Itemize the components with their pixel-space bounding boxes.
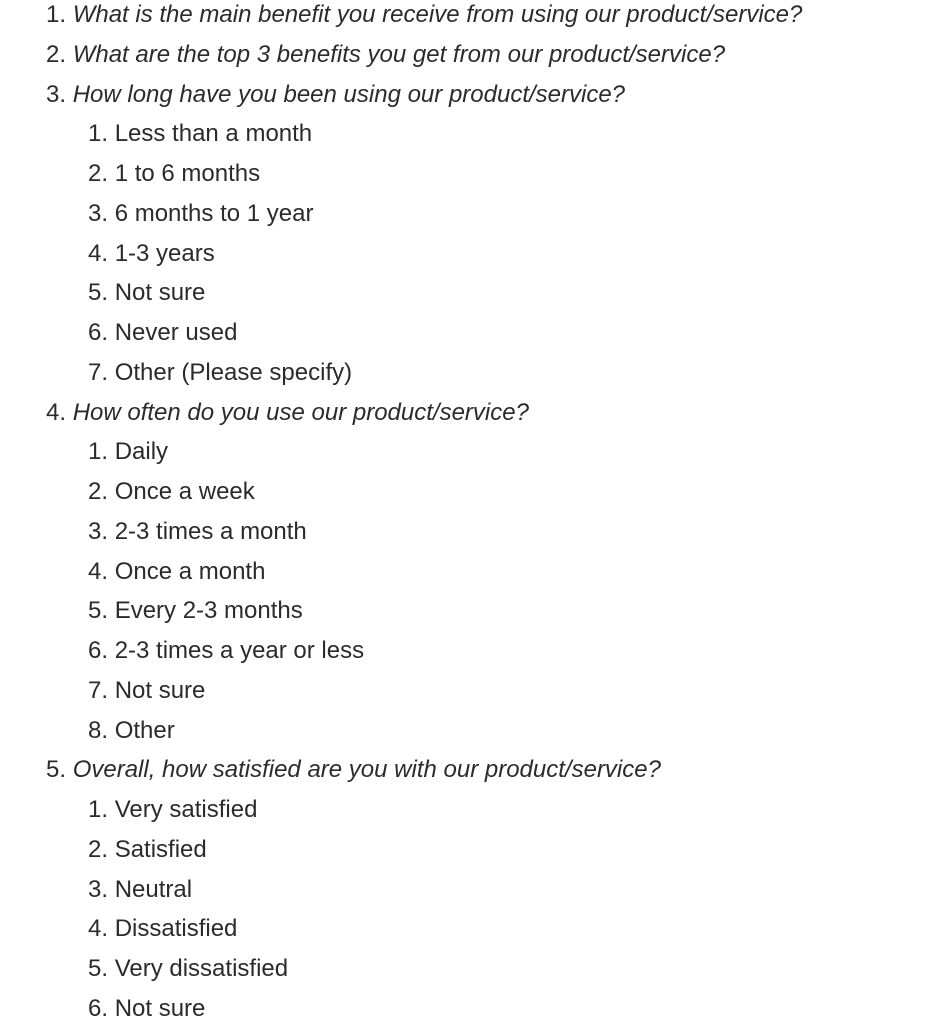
option-text: Neutral bbox=[114, 875, 193, 903]
question-number: 3. bbox=[46, 80, 73, 108]
option-text: 6 months to 1 year bbox=[114, 199, 314, 227]
answer-option bbox=[0, 318, 933, 358]
answer-option bbox=[0, 835, 933, 875]
answer-option bbox=[0, 119, 933, 159]
option-number: 7. bbox=[88, 358, 115, 386]
option-text: Once a month bbox=[114, 557, 266, 585]
option-text: Less than a month bbox=[114, 120, 313, 148]
answer-option bbox=[0, 159, 933, 199]
option-number: 6. bbox=[88, 994, 115, 1022]
option-text: 1-3 years bbox=[114, 239, 215, 267]
option-text: Never used bbox=[114, 319, 238, 346]
answer-option bbox=[0, 477, 933, 517]
question-number: 4. bbox=[46, 398, 73, 426]
question-number: 2. bbox=[46, 40, 73, 68]
option-number: 1. bbox=[88, 120, 115, 148]
option-number: 2. bbox=[88, 160, 115, 187]
option-text: Not sure bbox=[114, 994, 206, 1022]
option-text: Dissatisfied bbox=[114, 915, 238, 943]
option-text: Other (Please specify) bbox=[114, 358, 353, 386]
answer-option bbox=[0, 914, 933, 954]
option-number: 5. bbox=[88, 955, 115, 982]
answer-option bbox=[0, 994, 933, 1034]
option-text: Every 2-3 months bbox=[114, 597, 303, 625]
option-number: 2. bbox=[88, 478, 115, 505]
option-text: Not sure bbox=[114, 676, 206, 704]
option-number: 3. bbox=[88, 875, 115, 903]
answer-option bbox=[0, 517, 933, 557]
option-number: 6. bbox=[88, 319, 115, 346]
option-number: 4. bbox=[88, 239, 115, 267]
option-text: Other bbox=[114, 716, 175, 744]
option-number: 5. bbox=[88, 597, 115, 625]
answer-option bbox=[0, 596, 933, 636]
answer-option bbox=[0, 239, 933, 279]
option-number: 5. bbox=[88, 279, 115, 307]
option-text: 2-3 times a month bbox=[114, 517, 307, 545]
option-number: 1. bbox=[88, 438, 115, 466]
question-item bbox=[0, 0, 933, 40]
question-text: Overall, how satisfied are you with our product/service? bbox=[72, 756, 661, 784]
option-text: Satisfied bbox=[114, 835, 207, 863]
answer-option bbox=[0, 199, 933, 239]
question-text: How often do you use our product/service? bbox=[72, 398, 529, 426]
answer-option bbox=[0, 676, 933, 716]
answer-option bbox=[0, 557, 933, 597]
answer-option bbox=[0, 875, 933, 915]
answer-option bbox=[0, 716, 933, 756]
option-number: 2. bbox=[88, 835, 115, 863]
question-item bbox=[0, 755, 933, 795]
question-text: What are the top 3 benefits you get from our product/service? bbox=[72, 40, 726, 68]
question-number: 1. bbox=[46, 1, 73, 28]
option-number: 3. bbox=[88, 517, 115, 545]
option-text: 1 to 6 months bbox=[114, 160, 261, 187]
question-text: What is the main benefit you receive from using our product/service? bbox=[72, 1, 803, 28]
question-item bbox=[0, 80, 933, 120]
answer-option bbox=[0, 358, 933, 398]
option-number: 6. bbox=[88, 637, 115, 664]
answer-option bbox=[0, 278, 933, 318]
option-number: 4. bbox=[88, 557, 115, 585]
question-item bbox=[0, 40, 933, 80]
question-text: How long have you been using our product/service? bbox=[72, 80, 626, 108]
answer-option bbox=[0, 795, 933, 835]
option-text: Once a week bbox=[114, 478, 255, 505]
option-text: Daily bbox=[114, 438, 169, 466]
option-number: 8. bbox=[88, 716, 115, 744]
option-number: 7. bbox=[88, 676, 115, 704]
answer-option bbox=[0, 636, 933, 676]
option-text: 2-3 times a year or less bbox=[114, 637, 365, 664]
answer-option bbox=[0, 437, 933, 477]
option-number: 1. bbox=[88, 796, 115, 823]
option-number: 3. bbox=[88, 199, 115, 227]
option-text: Not sure bbox=[114, 279, 206, 307]
option-text: Very satisfied bbox=[114, 796, 258, 823]
answer-option bbox=[0, 954, 933, 994]
question-number: 5. bbox=[46, 756, 73, 784]
question-item bbox=[0, 398, 933, 438]
option-number: 4. bbox=[88, 915, 115, 943]
option-text: Very dissatisfied bbox=[114, 955, 289, 982]
